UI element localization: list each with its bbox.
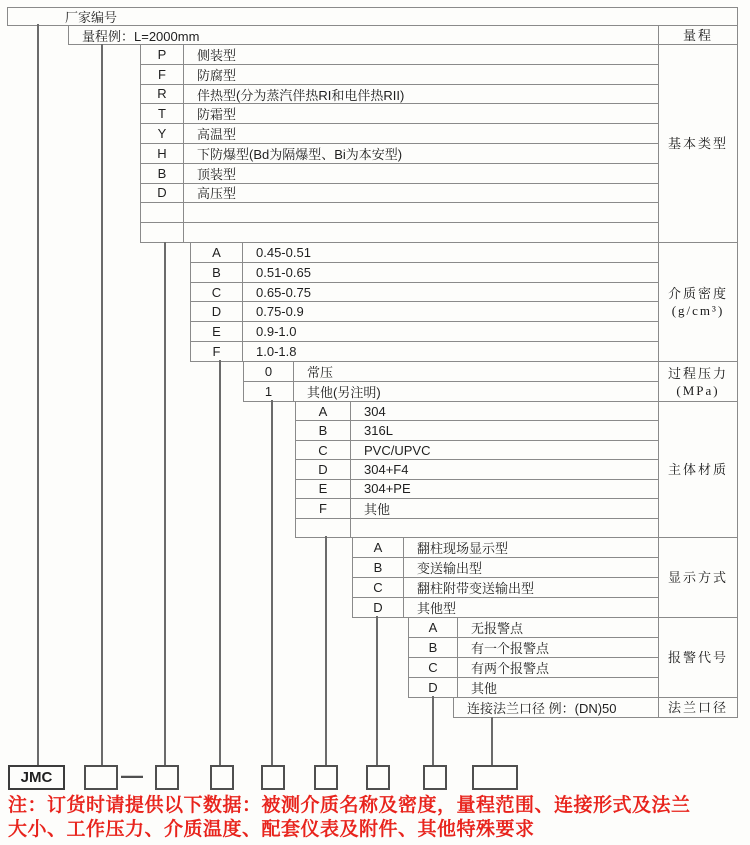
code-row [141, 104, 658, 124]
code-cell: B [191, 263, 243, 282]
code-cell: A [353, 538, 404, 557]
code-row [409, 618, 658, 638]
code-cell: B [296, 421, 351, 439]
desc-cell: 变送输出型 [417, 561, 483, 576]
desc-cell: 高温型 [197, 127, 237, 143]
code-row [296, 460, 658, 479]
side-label-flange-size [658, 697, 738, 718]
side-label-line: (MPa) [676, 382, 720, 398]
desc-cell: 0.9-1.0 [256, 324, 297, 340]
desc-cell: 伴热型(分为蒸汽伴热RI和电伴热RII) [197, 87, 405, 103]
code-row [141, 223, 658, 243]
code-row [141, 203, 658, 223]
side-label-range [658, 25, 738, 45]
side-label-process-pressure [658, 361, 738, 402]
code-row [191, 243, 658, 263]
code-row [141, 184, 658, 204]
flange-size-label: 连接法兰口径 例：(DN)50 [467, 701, 617, 716]
code-cell: C [353, 578, 404, 597]
code-cell: C [191, 283, 243, 302]
connector-line-density [219, 360, 221, 765]
desc-cell: PVC/UPVC [364, 442, 431, 458]
code-cell: B [141, 164, 184, 183]
code-cell: D [353, 598, 404, 617]
code-row [244, 382, 658, 402]
desc-cell: 防腐型 [197, 67, 237, 83]
desc-cell: 有一个报警点 [471, 641, 550, 656]
code-row [409, 638, 658, 658]
model-code-box-pressure [261, 765, 285, 790]
side-label-line: 主体材质 [667, 462, 728, 477]
desc-cell: 顶装型 [197, 166, 237, 182]
code-row [141, 144, 658, 164]
code-row [353, 598, 658, 618]
desc-cell: 1.0-1.8 [256, 344, 297, 360]
table-basic-type [140, 44, 659, 243]
order-note [8, 794, 746, 842]
code-cell: A [409, 618, 458, 637]
desc-cell: 0.45-0.51 [256, 244, 311, 260]
desc-cell: 侧装型 [197, 47, 237, 63]
connector-line-material [325, 536, 327, 765]
side-label-line: 过程压力 [667, 365, 728, 381]
code-cell: T [141, 104, 184, 123]
code-row [296, 519, 658, 538]
code-row [296, 499, 658, 518]
code-cell [296, 519, 351, 537]
code-cell: B [353, 558, 404, 577]
order-note-line-1: 注：订货时请提供以下数据：被测介质名称及密度，量程范围、连接形式及法兰 [8, 795, 691, 816]
code-row [409, 678, 658, 698]
side-label-alarm-code [658, 617, 738, 698]
code-cell: C [296, 441, 351, 459]
code-row [141, 85, 658, 105]
connector-line-flange [491, 717, 493, 765]
code-row [191, 322, 658, 342]
code-row [409, 658, 658, 678]
code-cell: A [191, 243, 243, 262]
model-code-box-alarm [423, 765, 447, 790]
order-note-line-2: 大小、工作压力、介质温度、配套仪表及附件、其他特殊要求 [8, 819, 535, 840]
desc-cell: 0.65-0.75 [256, 284, 311, 300]
code-cell: B [409, 638, 458, 657]
desc-cell: 防霜型 [197, 107, 237, 123]
desc-cell: 316L [364, 423, 393, 439]
desc-cell: 高压型 [197, 186, 237, 202]
code-cell: Y [141, 124, 184, 143]
code-cell: R [141, 85, 184, 104]
desc-cell: 304 [364, 403, 386, 419]
desc-cell: 翻柱现场显示型 [417, 541, 509, 556]
connector-line-pressure [271, 400, 273, 765]
code-cell [141, 223, 184, 242]
desc-cell: 0.51-0.65 [256, 264, 311, 280]
model-code-box-basic-type [155, 765, 179, 790]
code-row [141, 45, 658, 65]
connector-line-display [376, 616, 378, 765]
model-code-box-material [314, 765, 338, 790]
code-row [191, 283, 658, 303]
code-cell: F [296, 499, 351, 517]
model-code-dash: — [121, 763, 143, 788]
code-cell: 1 [244, 382, 294, 401]
desc-cell: 304+F4 [364, 461, 409, 477]
side-label-line: 法兰口径 [667, 700, 728, 715]
desc-cell: 下防爆型(Bd为隔爆型、Bi为本安型) [197, 146, 403, 162]
code-row [141, 65, 658, 85]
model-code-box-density [210, 765, 234, 790]
model-prefix-label: JMC [20, 769, 53, 786]
desc-cell: 304+PE [364, 481, 411, 497]
desc-cell: 其他 [471, 681, 498, 696]
code-row [296, 402, 658, 421]
table-body-material [295, 401, 659, 538]
table-alarm-code [408, 617, 659, 698]
code-row [353, 538, 658, 558]
code-cell: F [141, 65, 184, 84]
code-cell: E [191, 322, 243, 341]
code-row [191, 342, 658, 362]
desc-cell: 无报警点 [471, 621, 524, 636]
connector-line-alarm [432, 696, 434, 765]
code-row [191, 263, 658, 283]
desc-cell: 有两个报警点 [471, 661, 550, 676]
flange-size-row [453, 697, 659, 718]
desc-cell: 0.75-0.9 [256, 304, 304, 320]
table-medium-density [190, 242, 659, 362]
code-cell: C [409, 658, 458, 677]
model-prefix-box [8, 765, 65, 790]
side-label-line: 介质密度 [667, 286, 728, 301]
code-cell: D [191, 302, 243, 321]
side-label-line: 报警代号 [667, 650, 728, 665]
model-code-box-flange [472, 765, 518, 790]
code-cell: D [296, 460, 351, 478]
side-label-body-material [658, 401, 738, 538]
range-example-row [68, 25, 659, 45]
side-label-line: 显示方式 [667, 570, 728, 585]
code-cell: A [296, 402, 351, 420]
code-cell [141, 203, 184, 222]
connector-line-basic-type [164, 242, 166, 765]
code-row [191, 302, 658, 322]
code-row [141, 164, 658, 184]
table-process-pressure [243, 361, 659, 402]
code-row [244, 362, 658, 382]
code-cell: D [409, 678, 458, 697]
code-row [296, 480, 658, 499]
code-cell: 0 [244, 362, 294, 381]
side-label-basic-type [658, 44, 738, 243]
side-label-medium-density [658, 242, 738, 362]
side-label-display-mode [658, 537, 738, 618]
code-row [353, 558, 658, 578]
side-label-line: (g/cm³) [671, 303, 725, 318]
desc-cell: 翻柱附带变送输出型 [417, 581, 535, 596]
model-code-box-range [84, 765, 118, 790]
manufacturer-code-bar [7, 7, 738, 26]
table-display-mode [352, 537, 659, 618]
code-row [296, 421, 658, 440]
code-row [141, 124, 658, 144]
model-code-box-display [366, 765, 390, 790]
desc-cell: 其他(另注明) [307, 385, 381, 400]
range-example-label: 量程例：L=2000mm [82, 28, 200, 44]
code-row [296, 441, 658, 460]
side-label-line: 基本类型 [667, 136, 728, 151]
code-cell: E [296, 480, 351, 498]
code-row [353, 578, 658, 598]
connector-line-manufacturer [37, 24, 39, 765]
code-cell: F [191, 342, 243, 361]
code-cell: D [141, 184, 184, 203]
desc-cell: 其他 [364, 501, 391, 517]
code-cell: P [141, 45, 184, 64]
side-label-line: 量程 [682, 27, 713, 43]
connector-line-range [101, 44, 103, 765]
manufacturer-code-label: 厂家编号 [65, 10, 118, 25]
desc-cell: 常压 [307, 365, 334, 380]
code-cell: H [141, 144, 184, 163]
desc-cell: 其他型 [417, 601, 457, 616]
